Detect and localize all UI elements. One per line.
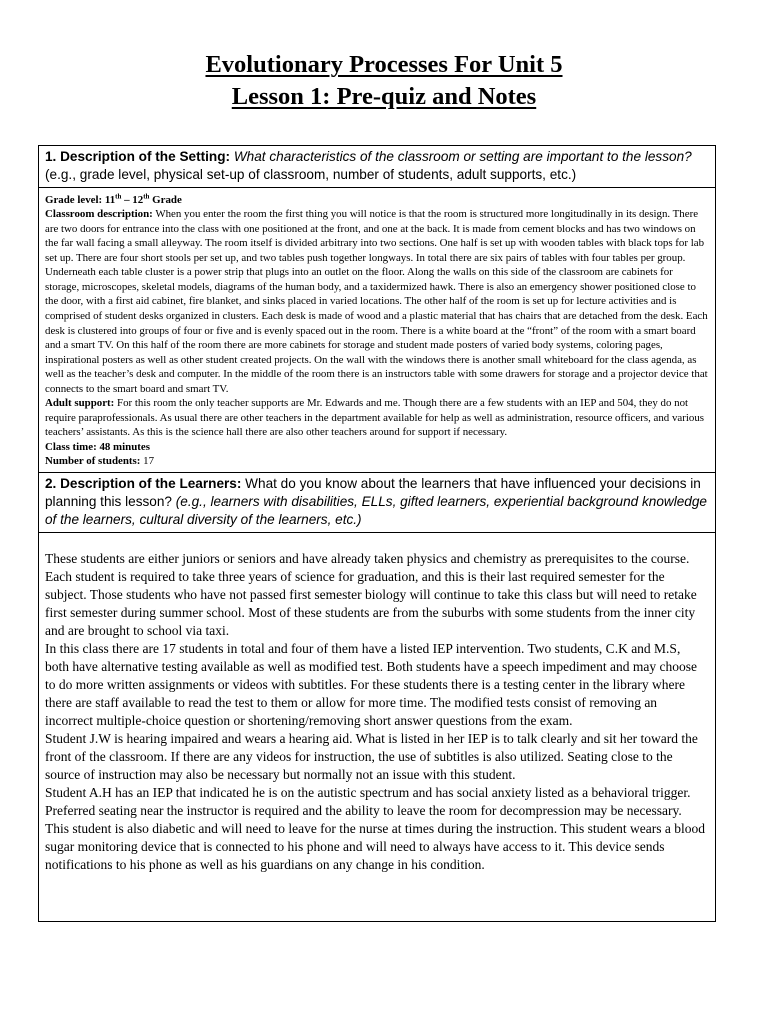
class-time: Class time: 48 minutes [45,440,150,453]
learners-body-cell [39,533,715,921]
learners-prompt-plain: What do you know about the learners that have influenced your decisions in planning this lesson? [45,476,701,510]
setting-heading: 1. Description of the Setting: [45,149,231,164]
learners-paragraph: Student A.H has an IEP that indicated he is on the autistic spectrum and has social anxiety listed as a behavioral trigger. Preferred seating near the instructor is required and the ability to leave the room for decompression may be necessary. This student is also diabetic and will need to leave for the nurse at times during the instruction. This student wears a blood sugar monitoring device that is connected to his phone and will need to always have access to it. This device sends notifications to his phone as well as his guardians on any change in his condition. [45,785,705,873]
setting-prompt-italic: What characteristics of the classroom or setting are important to the lesson? [233,149,692,164]
title-line-2: Lesson 1: Pre-quiz and Notes [231,83,537,110]
setting-prompt-plain: (e.g., grade level, physical set-up of classroom, number of students, adult supports, etc.) [45,167,577,182]
grade-level: Grade level: 11th – 12th Grade [45,192,182,206]
learners-header-cell [39,473,715,533]
classroom-description [45,207,709,396]
title-line-1: Evolutionary Processes For Unit 5 [205,51,563,78]
learners-paragraph: These students are either juniors or seniors and have already taken physics and chemistry as prerequisites to the course. Each student is required to take three years of science for graduation, and this is their last required semester for the subject. Those students who have not passed first semester biology will continue to take this class but will need to retake first semester during summer school. Most of these students are from the suburbs with some students from the inner city and are brought to school via taxi. [45,551,697,639]
setting-body-cell [39,188,715,473]
adult-support-label: Adult support: [45,397,115,410]
learners-heading: 2. Description of the Learners: [45,476,242,492]
learners-paragraph: In this class there are 17 students in total and four of them have a listed IEP intervention. Two students, C.K and M.S, both have alternative testing available as well as modified test. Both students have a speech impediment and may choose to do more written assignments or videos with subtitles. For these students there is a testing center in the library where there are staff available to read the test to them or allow for more time. The modified tests consist of removing an incorrect multiple-choice question or shortening/removing short answer questions from the exam. [45,641,697,729]
adult-support [45,396,709,440]
setting-header-cell [39,146,715,188]
document-title [0,49,768,113]
number-of-students: Number of students: 17 [45,455,155,468]
lesson-plan-table [38,145,716,922]
adult-support-text: For this room the only teacher supports are Mr. Edwards and me. Though there are a few students with an IEP and 504, they do not require paraprofessionals. As usual there are other teachers in the department available for help as well as administration, resource officers, and various teachers’ assistants. As this is the science hall there are also other teachers around for support if necessary. [45,397,705,439]
learners-prompt-italic: (e.g., learners with disabilities, ELLs, gifted learners, experiential background knowledge of the learners, cultural diversity of the learners, etc.) [45,494,707,528]
classroom-description-label: Classroom description: [45,208,153,221]
learners-paragraph: Student J.W is hearing impaired and wears a hearing aid. What is listed in her IEP is to talk clearly and sit her toward the front of the classroom. If there are any videos for instruction, the use of subtitles is also utilized. Seating close to the source of instruction may also be necessary but normally not an issue with this student. [45,731,698,783]
classroom-description-text: When you enter the room the first thing you will notice is that the room is structured more longitudinally in its design. There are two doors for entrance into the class with one positioned at the front, and one at the back. It is made from cement blocks and has two windows on the far wall facing a small alleyway. The room itself is divided arbitrary into two sections. One half is set up with wooden tables with black tops for lab set up. There are four short stools per set up, and two tables push together longways. In total there are six pairs of tables with four tables per group. Underneath each table cluster is a power strip that plugs into an outlet on the floor. Along the walls on this side of the classroom are cabinets for storage, microscopes, skeletal models, diagrams of the human body, and a taxidermized hawk. There is also an emergency shower positioned close to the door, with a first aid cabinet, fire blanket, and sinks placed in varied locations. The other half of the room is set up for lecture activities and is comprised of student desks organized in clusters. Each desk is made of wood and a plastic material that has chairs that are detached from the desk. Each desk is clustered into groups of four or five and is evenly spaced out in the room. There is a white board at the “front” of the room with a smart board and a smart TV. On this half of the room there are more cabinets for storage and student made posters of varied body systems, coloring pages, inspirational posters as well as other student created projects. On the wall with the windows there is another small whiteboard for the class agenda, as well as the teacher’s desk and computer. In the middle of the room there is an instructors table with some drawers for storage and a projector device that connects to the smart board and smart TV. [45,208,708,395]
